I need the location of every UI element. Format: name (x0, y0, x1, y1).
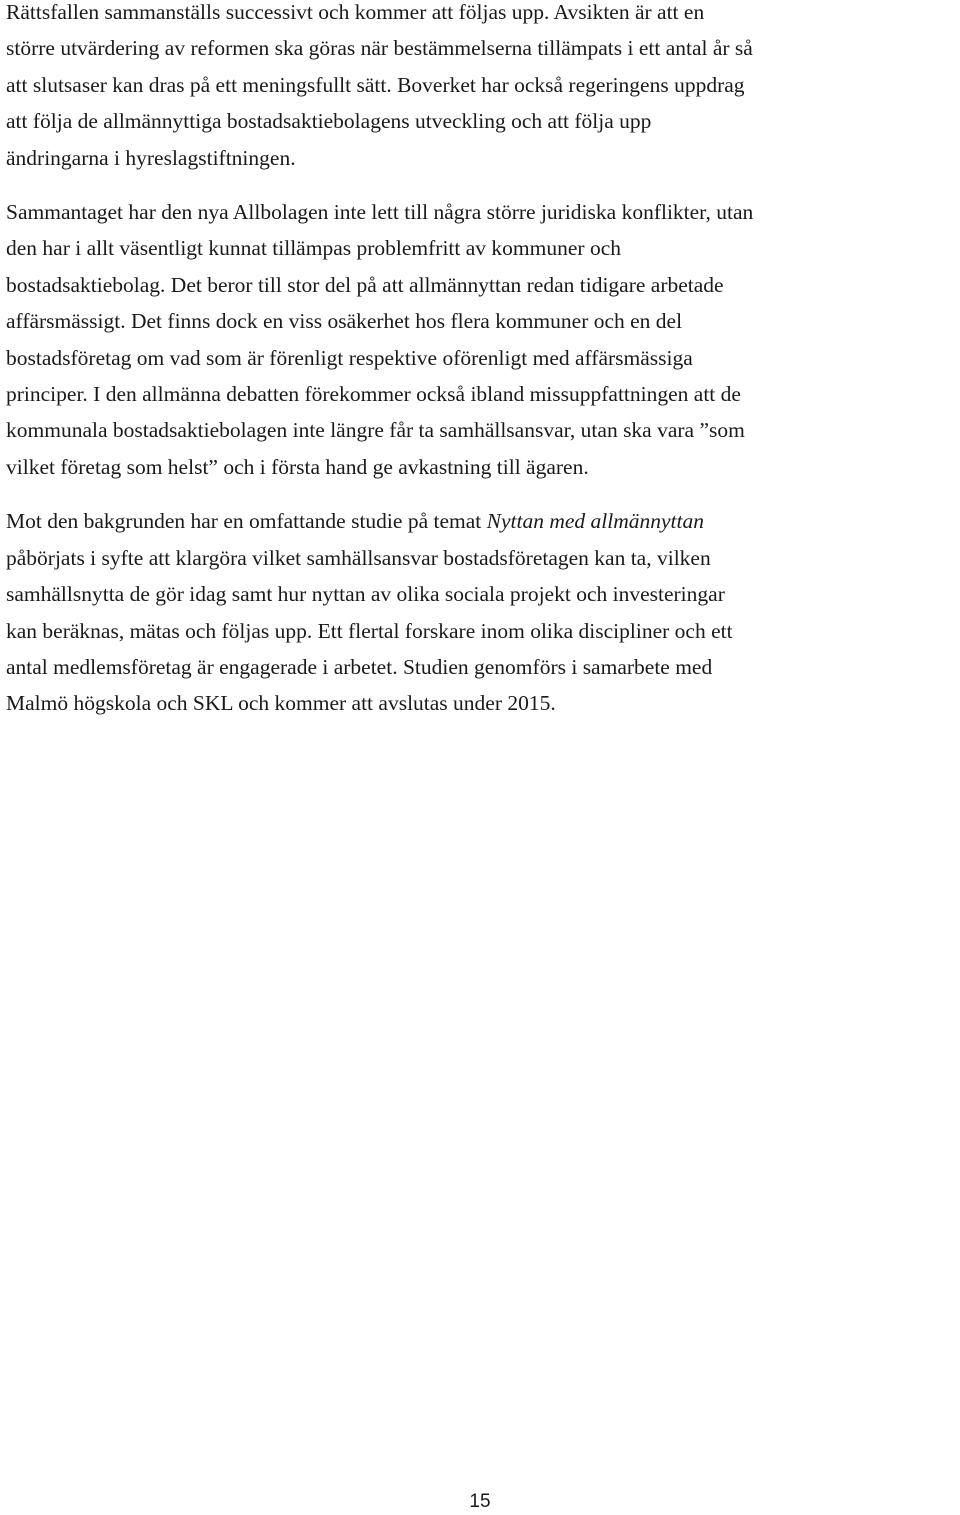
text-line: större utvärdering av reformen ska göras när bestämmelserna tillämpats i ett antal år så (6, 36, 753, 61)
text-line: att slutsaser kan dras på ett meningsfullt sätt. Boverket har också regeringens uppdrag (6, 72, 745, 97)
text-line: samhällsnytta de gör idag samt hur nyttan av olika sociala projekt och investeringar (6, 582, 725, 607)
page-number: 15 (469, 1491, 491, 1512)
text-line: affärsmässigt. Det finns dock en viss osäkerhet hos flera kommuner och en del (6, 309, 683, 334)
text-line: kan beräknas, mätas och följas upp. Ett flertal forskare inom olika discipliner och ett (6, 618, 733, 643)
paragraph-1 (6, 0, 958, 176)
text-line: Rättsfallen sammanställs successivt och kommer att följas upp. Avsikten är att en (6, 0, 705, 24)
text-line: Malmö högskola och SKL och kommer att avslutas under 2015. (6, 691, 556, 716)
text-line: principer. I den allmänna debatten förekommer också ibland missuppfattningen att de (6, 382, 741, 407)
text-line: den har i allt väsentligt kunnat tillämpas problemfritt av kommuner och (6, 236, 621, 261)
paragraph-2 (6, 194, 958, 485)
text-line: antal medlemsföretag är engagerade i arbetet. Studien genomförs i samarbete med (6, 654, 713, 679)
paragraph-3 (6, 503, 958, 721)
text-line: bostadsföretag om vad som är förenligt respektive oförenligt med affärsmässiga (6, 345, 693, 370)
text-line: påbörjats i syfte att klargöra vilket samhällsansvar bostadsföretagen kan ta, vilken (6, 545, 711, 570)
text-line: Sammantaget har den nya Allbolagen inte lett till några större juridiska konflikter, utan (6, 200, 754, 225)
text-line: vilket företag som helst” och i första hand ge avkastning till ägaren. (6, 454, 589, 479)
body-text (6, 0, 958, 740)
text-line: bostadsaktiebolag. Det beror till stor del på att allmännyttan redan tidigare arbetade (6, 272, 724, 297)
text-line: att följa de allmännyttiga bostadsaktiebolagens utveckling och att följa upp (6, 109, 652, 134)
text-line: kommunala bostadsaktiebolagen inte längre får ta samhällsansvar, utan ska vara ”som (6, 418, 745, 443)
text-line (6, 503, 958, 539)
study-title: Nyttan med allmännyttan (486, 509, 704, 534)
text-line: ändringarna i hyreslagstiftningen. (6, 145, 296, 170)
text-segment: Mot den bakgrunden har en omfattande studie på temat (6, 509, 487, 534)
